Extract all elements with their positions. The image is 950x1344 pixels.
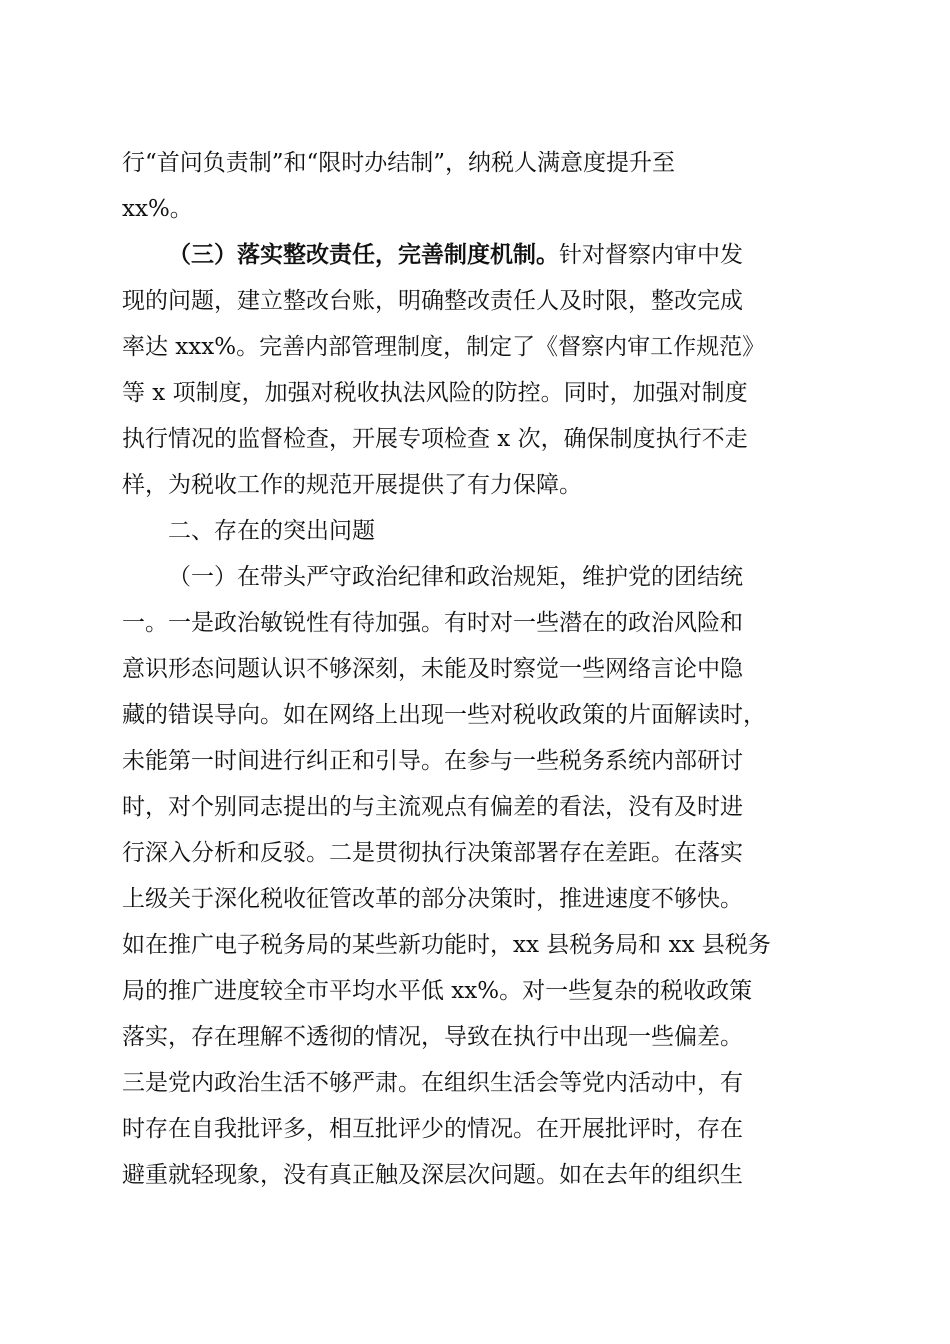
text-line: 行“首问负责制”和“限时办结制”，纳税人满意度提升至 xyxy=(122,150,676,176)
text-line: 三是党内政治生活不够严肃。在组织生活会等党内活动中，有 xyxy=(122,1070,743,1096)
text-line: 未能第一时间进行纠正和引导。在参与一些税务系统内部研讨 xyxy=(122,748,743,774)
text-fragment: 针对督察内审中发 xyxy=(559,242,743,268)
body-text xyxy=(122,140,832,1198)
text-line: 时存在自我批评多，相互批评少的情况。在开展批评时，存在 xyxy=(122,1116,743,1142)
text-line: 时，对个别同志提出的与主流观点有偏差的看法，没有及时进 xyxy=(122,794,743,820)
text-line: 行深入分析和反驳。二是贯彻执行决策部署存在差距。在落实 xyxy=(122,840,743,866)
text-line: 藏的错误导向。如在网络上出现一些对税收政策的片面解读时， xyxy=(122,702,766,728)
text-line: 如在推广电子税务局的某些新功能时，xx 县税务局和 xx 县税务 xyxy=(122,932,771,958)
text-line: 上级关于深化税收征管改革的部分决策时，推进速度不够快。 xyxy=(122,886,743,912)
text-line: 一。一是政治敏锐性有待加强。有时对一些潜在的政治风险和 xyxy=(122,610,743,636)
text-line: 落实，存在理解不透彻的情况，导致在执行中出现一些偏差。 xyxy=(122,1024,743,1050)
text-line: 意识形态问题认识不够深刻，未能及时察觉一些网络言论中隐 xyxy=(122,656,743,682)
subsection-heading: （三）落实整改责任，完善制度机制。 xyxy=(168,242,559,268)
text-line xyxy=(122,232,832,278)
text-line: xx%。 xyxy=(122,196,193,222)
text-line: 样，为税收工作的规范开展提供了有力保障。 xyxy=(122,472,582,498)
text-line: 执行情况的监督检查，开展专项检查 x 次，确保制度执行不走 xyxy=(122,426,748,452)
text-line: 避重就轻现象，没有真正触及深层次问题。如在去年的组织生 xyxy=(122,1162,743,1188)
text-line: 现的问题，建立整改台账，明确整改责任人及时限，整改完成 xyxy=(122,288,743,314)
section-heading: 二、存在的突出问题 xyxy=(168,518,375,544)
text-line: 等 x 项制度，加强对税收执法风险的防控。同时，加强对制度 xyxy=(122,380,748,406)
text-line: 局的推广进度较全市平均水平低 xx%。对一些复杂的税收政策 xyxy=(122,978,753,1004)
text-line: （一）在带头严守政治纪律和政治规矩，维护党的团结统 xyxy=(168,564,743,590)
text-line: 率达 xxx%。完善内部管理制度，制定了《督察内审工作规范》 xyxy=(122,334,766,360)
